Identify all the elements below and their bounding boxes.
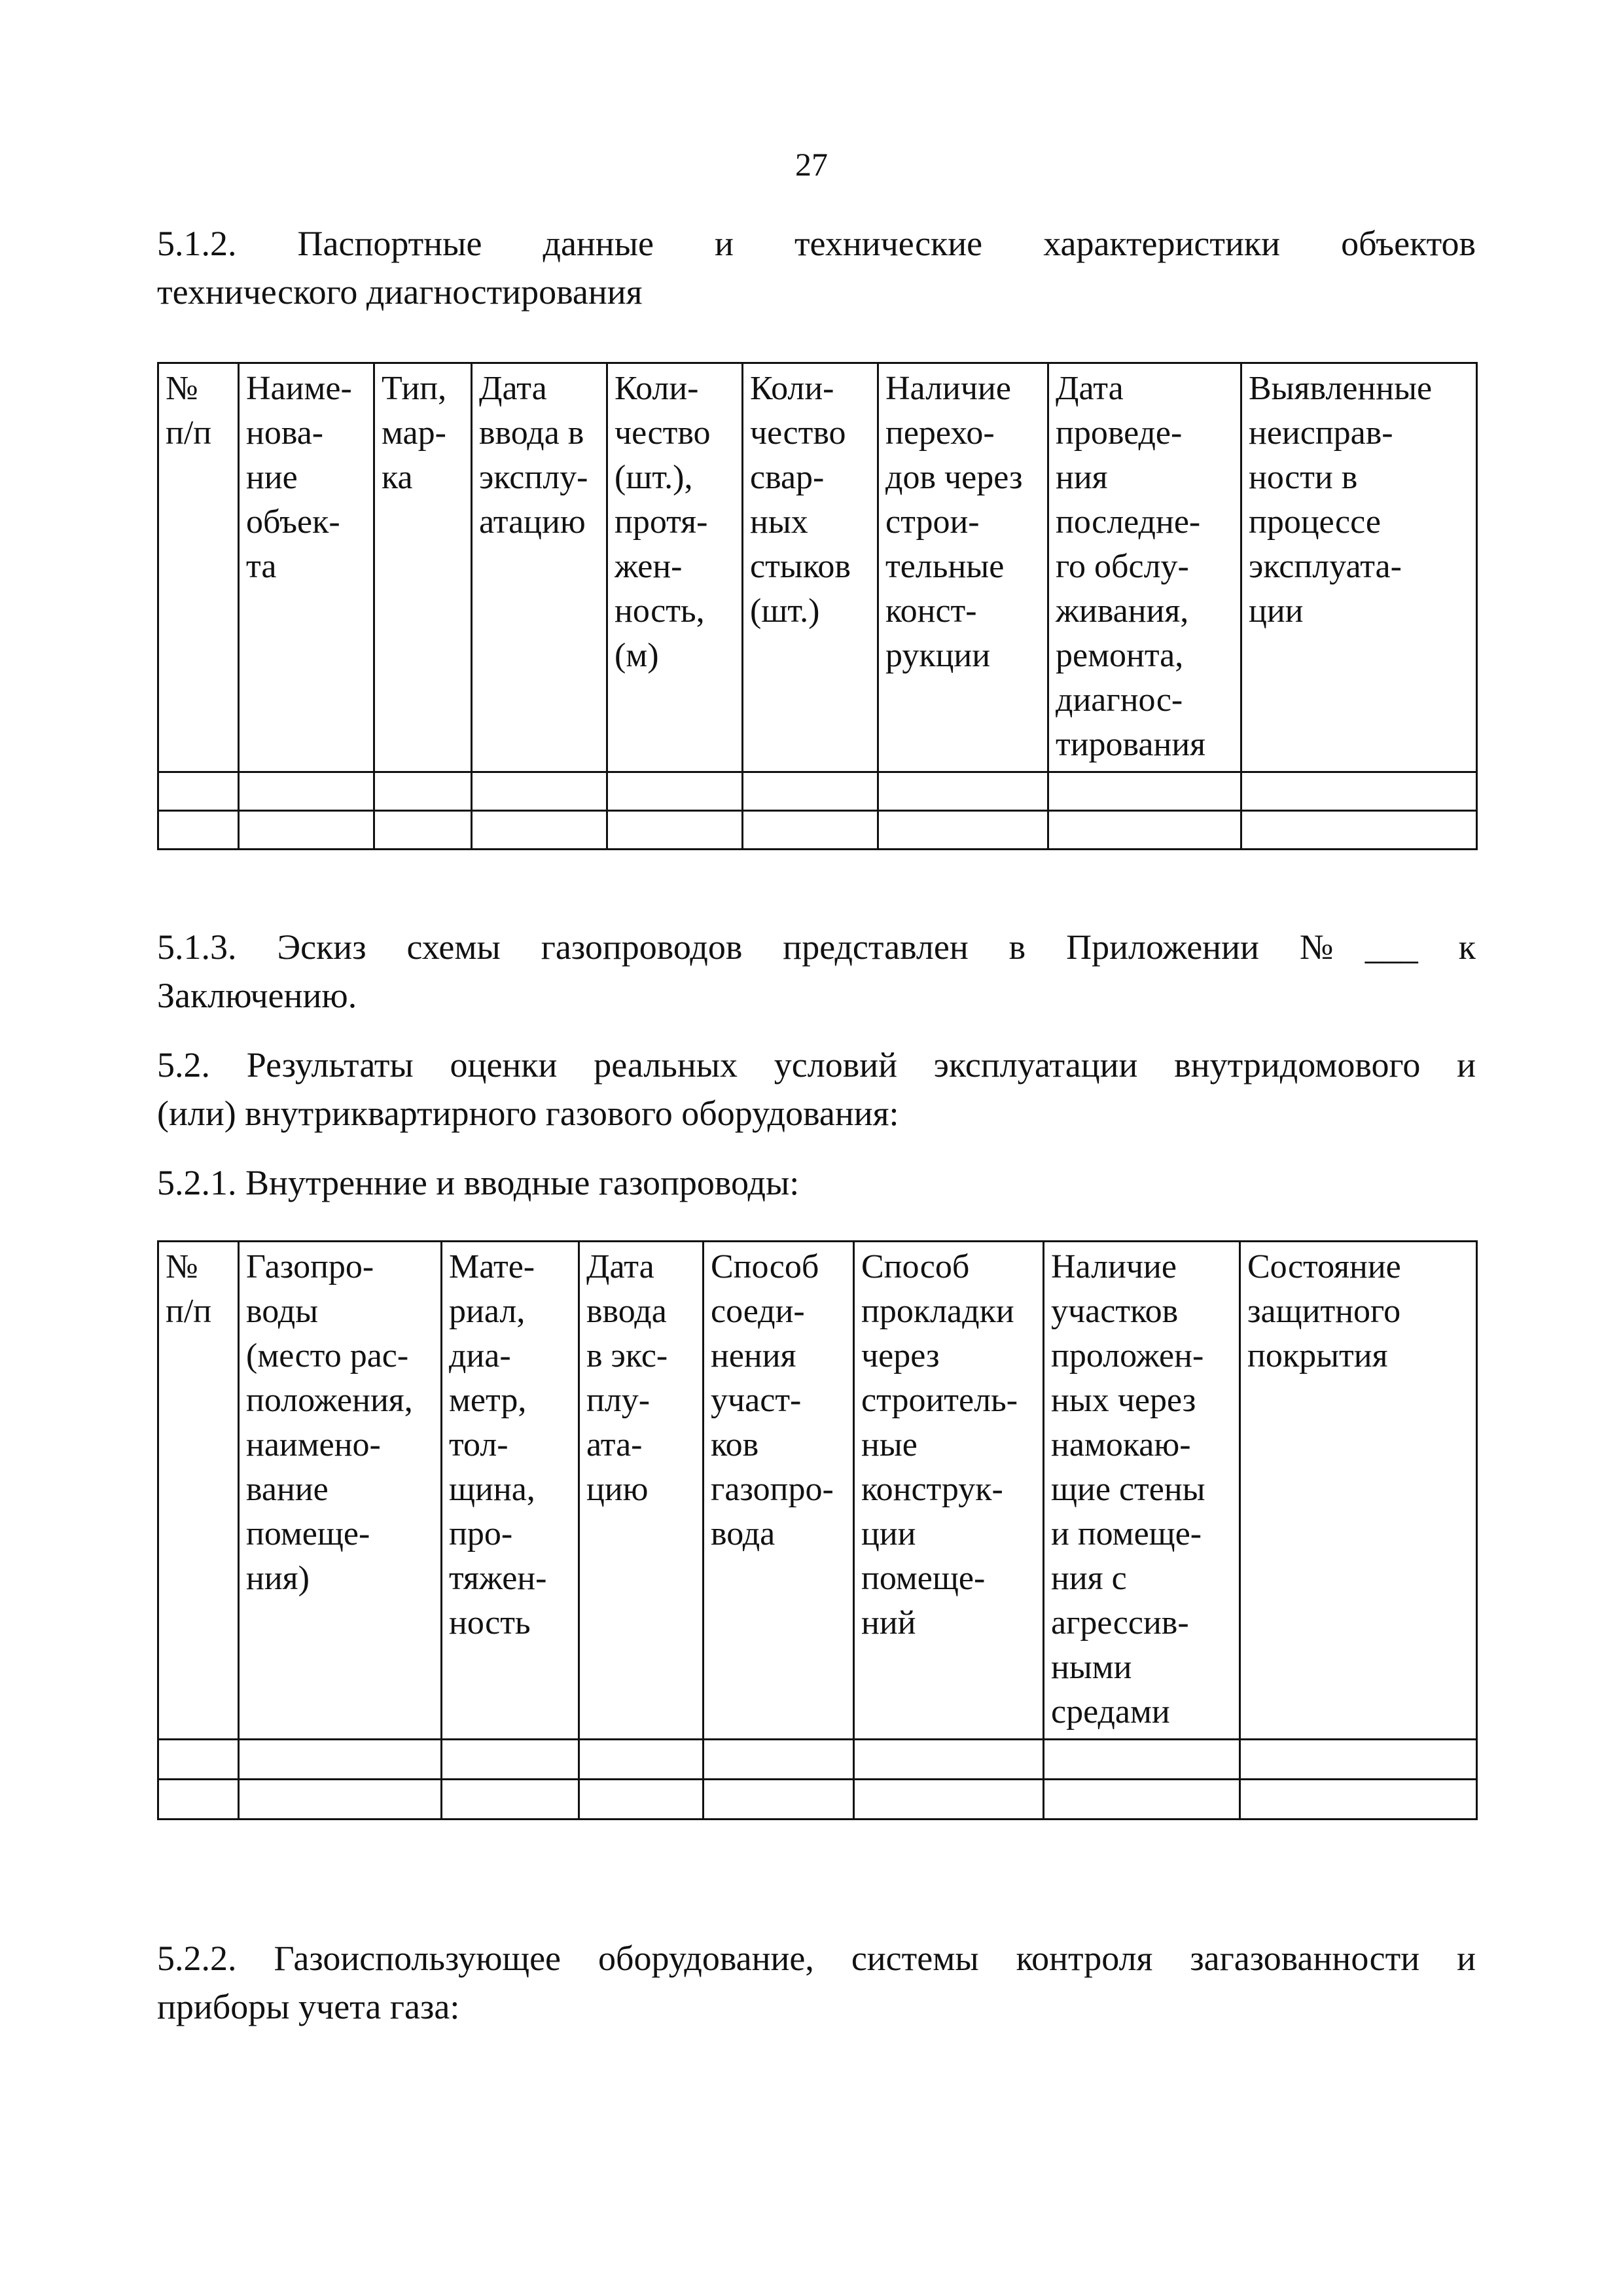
table-header-cell: Способ прокладки через строитель- ные конструк- ции помеще- ний	[854, 1242, 1044, 1740]
table-cell[interactable]	[1044, 1740, 1240, 1780]
table-cell[interactable]	[442, 1740, 579, 1780]
section-5-1-3-paragraph	[157, 923, 1476, 1020]
table-header-row	[158, 1242, 1477, 1740]
table-header-cell: Коли- чество (шт.), протя- жен- ность, (м)	[607, 363, 743, 772]
section-5-2-1-text: 5.2.1. Внутренние и вводные газопроводы:	[157, 1163, 800, 1202]
table-cell[interactable]	[239, 1740, 442, 1780]
table-cell[interactable]	[607, 772, 743, 811]
table-header-cell: Дата проведе- ния последне- го обслу- живания, ремонта, диагнос- тирования	[1048, 363, 1241, 772]
table-row	[158, 811, 1477, 850]
gas-pipelines-table	[157, 1240, 1478, 1820]
section-5-2-2-paragraph	[157, 1934, 1476, 2031]
table-header-cell: Наиме- нова- ние объек- та	[239, 363, 374, 772]
table-header-cell: № п/п	[158, 363, 239, 772]
table-cell[interactable]	[472, 811, 607, 850]
table-cell[interactable]	[239, 772, 374, 811]
table-cell[interactable]	[1241, 811, 1477, 850]
section-5-2-line1: 5.2. Результаты оценки реальных условий эксплуатации внутридомового и	[157, 1045, 1476, 1085]
section-5-2-2-line2: приборы учета газа:	[157, 1987, 460, 2026]
table-cell[interactable]	[158, 1780, 239, 1820]
table-cell[interactable]	[1048, 772, 1241, 811]
table-cell[interactable]	[472, 772, 607, 811]
table-cell[interactable]	[743, 811, 878, 850]
table-cell[interactable]	[374, 772, 472, 811]
table-cell[interactable]	[239, 1780, 442, 1820]
table-cell[interactable]	[704, 1740, 854, 1780]
section-5-2-2-line1: 5.2.2. Газоиспользующее оборудование, системы контроля загазованности и	[157, 1939, 1476, 1978]
table-cell[interactable]	[1044, 1780, 1240, 1820]
section-5-2-1-heading	[157, 1158, 1476, 1207]
table-cell[interactable]	[878, 772, 1048, 811]
section-5-2-paragraph	[157, 1041, 1476, 1138]
table-cell[interactable]	[1240, 1740, 1477, 1780]
table-cell[interactable]	[704, 1780, 854, 1820]
page-number: 27	[795, 146, 828, 183]
table-cell[interactable]	[878, 811, 1048, 850]
table-cell[interactable]	[579, 1780, 704, 1820]
section-5-1-2-line1: 5.1.2. Паспортные данные и технические характеристики объектов	[157, 224, 1476, 263]
table-cell[interactable]	[854, 1780, 1044, 1820]
table-header-cell: Состояние защитного покрытия	[1240, 1242, 1477, 1740]
table-header-cell: Газопро- воды (место рас- положения, наимено- вание помеще- ния)	[239, 1242, 442, 1740]
section-5-1-2-line2: технического диагностирования	[157, 272, 643, 312]
section-5-1-3-line1: 5.1.3. Эскиз схемы газопроводов представлен в Приложении №___ к	[157, 927, 1476, 967]
table-cell[interactable]	[607, 811, 743, 850]
table-cell[interactable]	[1241, 772, 1477, 811]
table-header-cell: Коли- чество свар- ных стыков (шт.)	[743, 363, 878, 772]
table-cell[interactable]	[158, 811, 239, 850]
table-header-cell: Способ соеди- нения участ- ков газопро- вода	[704, 1242, 854, 1740]
table-header-cell: Наличие участков проложен- ных через намокаю- щие стены и помеще- ния с агрессив- ными средами	[1044, 1242, 1240, 1740]
table-cell[interactable]	[158, 772, 239, 811]
table-header-cell: Дата ввода в экс- плу- ата- цию	[579, 1242, 704, 1740]
table-header-cell: Мате- риал, диа- метр, тол- щина, про- тяжен- ность	[442, 1242, 579, 1740]
table-cell[interactable]	[1240, 1780, 1477, 1820]
table-header-cell: № п/п	[158, 1242, 239, 1740]
table-cell[interactable]	[374, 811, 472, 850]
table-cell[interactable]	[1048, 811, 1241, 850]
table-header-cell: Тип, мар- ка	[374, 363, 472, 772]
table-header-cell: Дата ввода в эксплу- атацию	[472, 363, 607, 772]
section-5-2-line2: (или) внутриквартирного газового оборудования:	[157, 1094, 899, 1133]
table-cell[interactable]	[158, 1740, 239, 1780]
section-5-1-3-line2: Заключению.	[157, 976, 357, 1015]
table-header-cell: Выявленные неисправ- ности в процессе эксплуата- ции	[1241, 363, 1477, 772]
table-cell[interactable]	[854, 1740, 1044, 1780]
table-header-cell: Наличие перехо- дов через строи- тельные конст- рукции	[878, 363, 1048, 772]
passport-data-table	[157, 362, 1478, 850]
table-row	[158, 1740, 1477, 1780]
table-row	[158, 772, 1477, 811]
table-header-row	[158, 363, 1477, 772]
section-5-1-2-heading	[157, 219, 1476, 316]
table-cell[interactable]	[579, 1740, 704, 1780]
table-row	[158, 1780, 1477, 1820]
table-cell[interactable]	[442, 1780, 579, 1820]
table-cell[interactable]	[743, 772, 878, 811]
table-cell[interactable]	[239, 811, 374, 850]
